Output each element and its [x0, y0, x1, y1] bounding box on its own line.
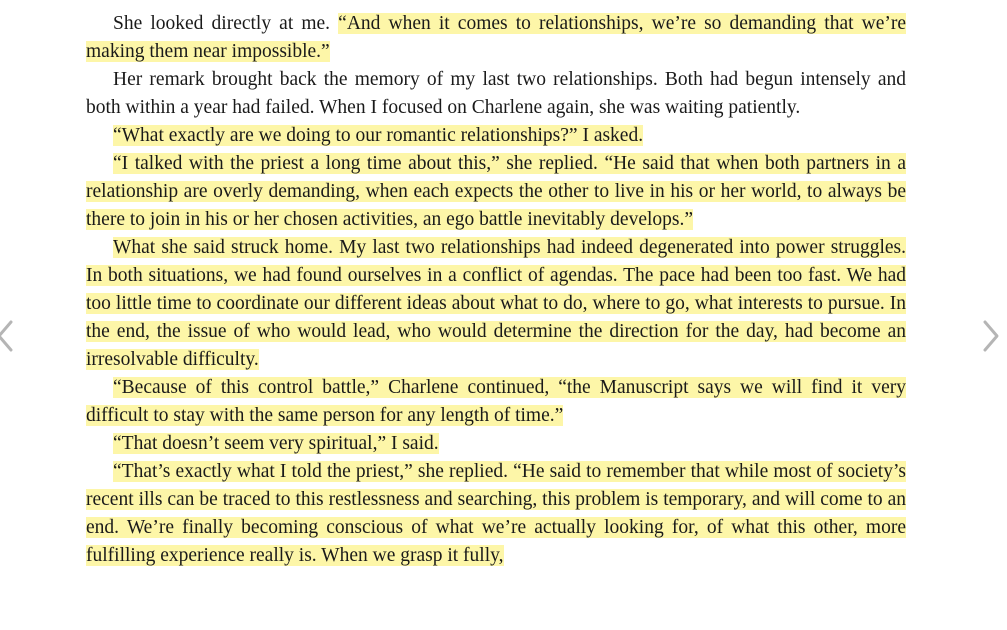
paragraph — [86, 234, 906, 374]
paragraph — [86, 66, 906, 122]
paragraph — [86, 458, 906, 570]
chevron-left-icon — [0, 318, 18, 354]
paragraph — [86, 430, 906, 458]
highlighted-passage[interactable]: “Because of this control battle,” Charlene continued, “the Manuscript says we will find it very difficult to stay with the same person for any length of time.” — [86, 377, 906, 426]
paragraph — [86, 122, 906, 150]
paragraph-text: Her remark brought back the memory of my last two relationships. Both had begun intensely and both within a year had failed. When I focused on Charlene again, she was waiting patiently. — [86, 69, 906, 118]
highlighted-passage[interactable]: “That doesn’t seem very spiritual,” I said. — [113, 433, 439, 454]
highlighted-passage[interactable]: “What exactly are we doing to our romantic relationships?” I asked. — [113, 125, 644, 146]
next-page-button[interactable] — [978, 318, 1002, 354]
paragraph — [86, 374, 906, 430]
highlighted-passage[interactable]: “And when it comes to relationships, we’re so demanding that we’re making them near impossible.” — [86, 13, 906, 62]
paragraph — [86, 150, 906, 234]
paragraph-text: She looked directly at me. — [113, 13, 339, 34]
book-page-text — [86, 10, 906, 570]
highlighted-passage[interactable]: “That’s exactly what I told the priest,” she replied. “He said to remember that while most of society’s recent ills can be traced to this restlessness and searching, this problem is temporary, and will come to an end. We’re finally becoming conscious of what we’re actually looking for, of what this other, more fulfilling experience really is. When we grasp it fully, — [86, 461, 906, 566]
previous-page-button[interactable] — [0, 318, 18, 354]
highlighted-passage[interactable]: “I talked with the priest a long time about this,” she replied. “He said that when both partners in a relationship are overly demanding, when each expects the other to live in his or her world, to always be there to join in his or her chosen activities, an ego battle inevitably develops.” — [86, 153, 906, 230]
highlighted-passage[interactable]: What she said struck home. My last two relationships had indeed degenerated into power struggles. In both situations, we had found ourselves in a conflict of agendas. The pace had been too fast. We had too little time to coordinate our different ideas about what to do, where to go, what interests to pursue. In the end, the issue of who would lead, who would determine the direction for the day, had become an irresolvable difficulty. — [86, 237, 906, 370]
chevron-right-icon — [978, 318, 1002, 354]
paragraph — [86, 10, 906, 66]
